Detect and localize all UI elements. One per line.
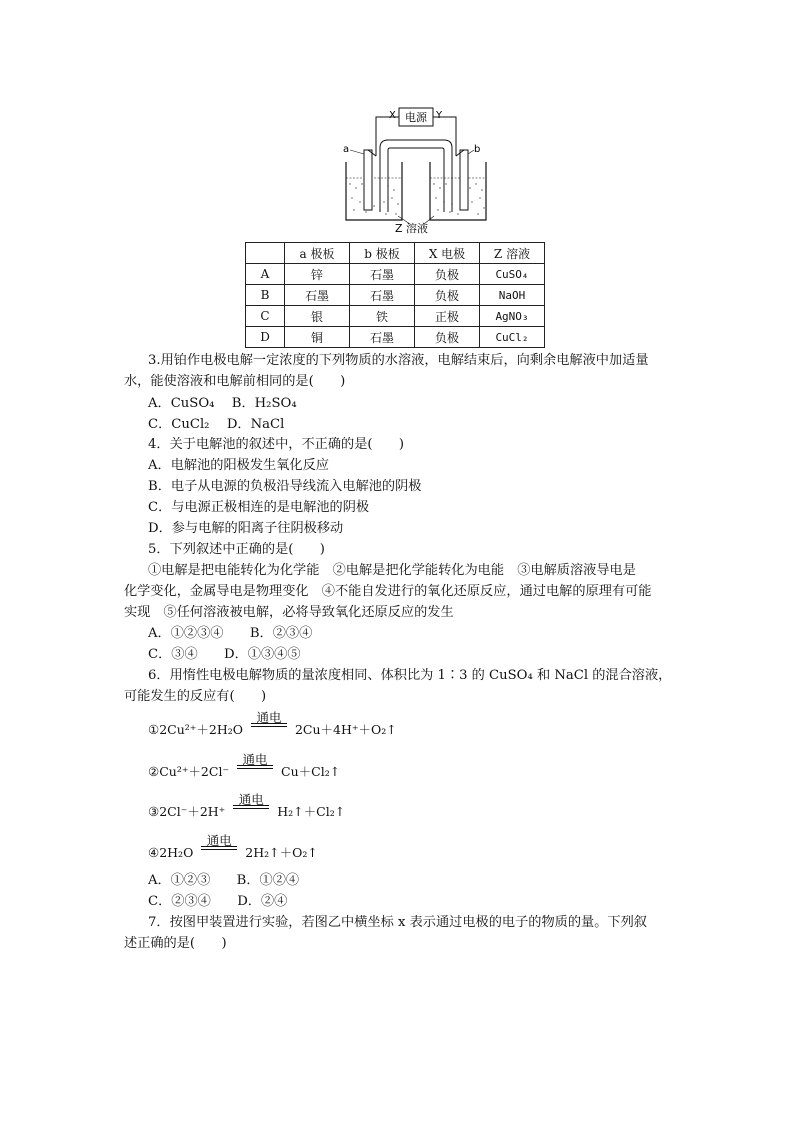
reaction-products: Cu＋Cl₂↑ [281, 764, 341, 779]
table-cell: A [246, 264, 285, 285]
table-cell: 铜 [285, 327, 350, 348]
table-cell: 银 [285, 306, 350, 327]
table-cell: 锌 [285, 264, 350, 285]
q4-stem: 4．关于电解池的叙述中，不正确的是( ) [148, 437, 405, 452]
electrolysis-condition [233, 792, 269, 819]
q3-stem-line1: 3.用铂作电极电解一定浓度的下列物质的水溶液，电解结束后，向剩余电解液中加适量 [148, 353, 649, 368]
condition-label: 通电 [242, 752, 268, 767]
q6-reaction-4 [148, 833, 318, 861]
q6-reaction-3 [148, 792, 346, 820]
table-cell: 石墨 [350, 285, 415, 306]
reaction-reactants: ①2Cu²⁺＋2H₂O [148, 722, 243, 737]
reaction-reactants: ④2H₂O [148, 845, 194, 860]
x-electrode-label: X [389, 110, 396, 121]
table-cell: 石墨 [285, 285, 350, 306]
table-row [246, 285, 545, 306]
q4-option-b: B．电子从电源的负极沿导线流入电解池的阴极 [148, 479, 422, 494]
q6-stem-line1: 6．用惰性电极电解物质的量浓度相同、体积比为 1∶3 的 CuSO₄ 和 NaCl 的混合溶液， [148, 668, 672, 683]
y-electrode-label: Y [436, 110, 443, 121]
q6-stem-line2: 可能发生的反应有( ) [124, 689, 267, 704]
q6-reaction-1 [148, 710, 397, 738]
table-cell: CuCl₂ [480, 327, 545, 348]
q4-option-c: C．与电源正极相连的是电解池的阴极 [148, 500, 370, 515]
table-cell: 铁 [350, 306, 415, 327]
reaction-products: 2H₂↑＋O₂↑ [245, 845, 318, 860]
table-cell [246, 243, 285, 264]
table-cell: NaOH [480, 285, 545, 306]
electrode-a-label: a [343, 144, 350, 155]
table-cell: B [246, 285, 285, 306]
table-cell: 负极 [415, 264, 480, 285]
table-cell: AgNO₃ [480, 306, 545, 327]
q5-statement-line2: 化学变化，金属导电是物理变化 ④不能自发进行的氧化还原反应，通过电解的原理有可能 [124, 584, 652, 599]
q5-statement-line3: 实现 ⑤任何溶液被电解，必将导致氧化还原反应的发生 [124, 605, 454, 620]
electrolysis-apparatus-diagram [340, 104, 500, 236]
table-cell: CuSO₄ [480, 264, 545, 285]
q6-options-ab: A．①②③ B．①②④ [148, 873, 300, 888]
z-solution-label: Z 溶液 [395, 222, 429, 235]
condition-label: 通电 [256, 710, 282, 725]
electrode-b-label: b [474, 144, 481, 155]
table-header-cell: X 电极 [415, 243, 480, 264]
q3-options-cd: C．CuCl₂ D．NaCl [148, 417, 285, 432]
table-row [246, 327, 545, 348]
table-cell: 正极 [415, 306, 480, 327]
q3-stem-line2: 水，能使溶液和电解前相同的是( ) [124, 374, 346, 389]
table-cell: 负极 [415, 285, 480, 306]
reaction-reactants: ③2Cl⁻＋2H⁺ [148, 804, 226, 819]
table-cell: 石墨 [350, 327, 415, 348]
electrolysis-condition [201, 833, 237, 860]
q4-option-a: A．电解池的阳极发生氧化反应 [148, 458, 329, 473]
table-row [246, 306, 545, 327]
electrolysis-condition [251, 710, 287, 737]
q6-options-cd: C．②③④ D．②④ [148, 894, 288, 909]
table-cell: C [246, 306, 285, 327]
reaction-products: H₂↑＋Cl₂↑ [277, 804, 346, 819]
q4-option-d: D．参与电解的阳离子往阴极移动 [148, 521, 344, 536]
reaction-reactants: ②Cu²⁺＋2Cl⁻ [148, 764, 230, 779]
condition-label: 通电 [238, 792, 264, 807]
table-cell: D [246, 327, 285, 348]
table-header-cell: a 极板 [285, 243, 350, 264]
power-source-label: 电源 [405, 111, 427, 124]
q3-options-ab: A．CuSO₄ B．H₂SO₄ [148, 396, 297, 411]
q7-stem-line1: 7．按图甲装置进行实验，若图乙中横坐标 x 表示通过电极的电子的物质的量。下列叙 [148, 915, 647, 930]
options-table [245, 242, 545, 348]
table-cell: 石墨 [350, 264, 415, 285]
q7-stem-line2: 述正确的是( ) [124, 936, 227, 951]
q5-statement-line1: ①电解是把电能转化为化学能 ②电解是把化学能转化为电能 ③电解质溶液导电是 [148, 563, 636, 578]
q6-reaction-2 [148, 752, 341, 780]
q5-options-cd: C．③④ D．①③④⑤ [148, 647, 301, 662]
table-header-cell: b 极板 [350, 243, 415, 264]
table-cell: 负极 [415, 327, 480, 348]
table-row [246, 264, 545, 285]
q5-stem: 5．下列叙述中正确的是( ) [148, 542, 325, 557]
table-header-cell: Z 溶液 [480, 243, 545, 264]
table-header-row [246, 243, 545, 264]
electrolysis-condition [237, 752, 273, 779]
reaction-products: 2Cu＋4H⁺＋O₂↑ [294, 722, 397, 737]
condition-label: 通电 [206, 833, 232, 848]
q5-options-ab: A．①②③④ B．②③④ [148, 626, 313, 641]
